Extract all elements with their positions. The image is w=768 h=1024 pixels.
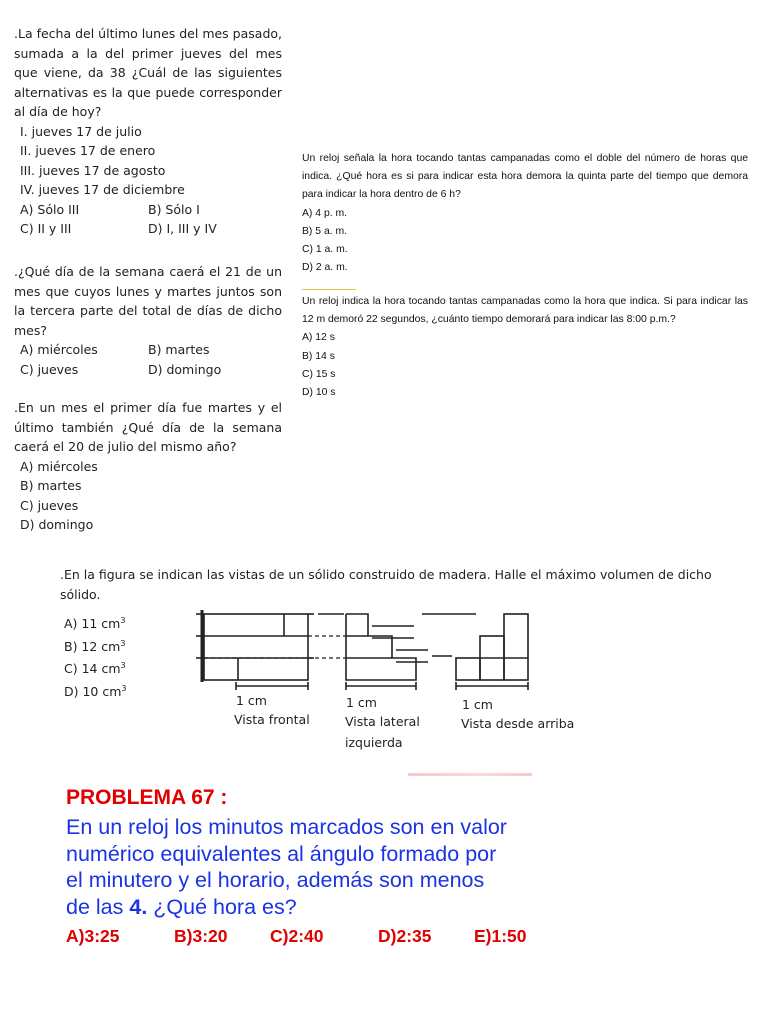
problem-67-line: En un reloj los minutos marcados son en valor <box>66 815 507 839</box>
problem-67-line: numérico equivalentes al ángulo formado por <box>66 841 497 866</box>
left-view-caption-2: izquierda <box>345 735 403 750</box>
option-b: B) martes <box>148 342 210 357</box>
option-a <box>64 611 127 634</box>
question-1-item: II. jueves 17 de enero <box>20 143 156 158</box>
question-1-item: IV. jueves 17 de diciembre <box>20 182 185 197</box>
option-a: A) Sólo III <box>20 201 80 217</box>
answer-b: B)3:20 <box>174 926 228 946</box>
problem-67-line-part: de las <box>66 894 130 919</box>
question-6-options <box>64 611 127 702</box>
option-c: C) 15 s <box>302 368 336 380</box>
question-1-item: I. jueves 17 de julio <box>20 123 142 139</box>
option-a: A) 4 p. m. <box>302 207 348 219</box>
option-d: D) 10 s <box>302 387 336 399</box>
question-3-text: .En un mes el primer día fue martes y el último también ¿Qué día de la semana caerá el 20 de julio del mismo año? <box>14 400 282 454</box>
left-view-drawing <box>318 614 476 690</box>
option-d: D) domingo <box>20 517 94 532</box>
top-view-drawing <box>432 614 528 690</box>
problem-67-text <box>66 814 566 920</box>
answer-c: C)2:40 <box>270 926 324 946</box>
answer-e: E)1:50 <box>474 926 527 946</box>
answer-d: D)2:35 <box>378 926 432 946</box>
option-c-exp: 3 <box>120 661 126 671</box>
front-view-drawing <box>196 610 314 690</box>
option-a-label: A) 11 cm <box>64 616 121 632</box>
question-2-options-row <box>14 360 282 380</box>
question-2 <box>14 262 282 379</box>
question-5-text: Un reloj indica la hora tocando tantas campanadas como la hora que indica. Si para indicar las 12 m demoró 22 segundos, ¿cuánto tiempo demorará para indicar las 8:00 p.m.? <box>302 296 748 326</box>
question-4 <box>302 150 748 277</box>
question-1-options-row <box>14 219 282 239</box>
separator-line <box>302 289 356 290</box>
option-a: A) miércoles <box>20 458 98 474</box>
option-d-exp: 3 <box>121 683 127 693</box>
option-d <box>64 679 127 702</box>
option-b-label: B) 12 cm <box>64 638 121 654</box>
top-scale-label: 1 cm <box>462 697 493 712</box>
question-1 <box>14 24 282 239</box>
problem-67-answers <box>66 926 527 947</box>
option-c: C) II y III <box>20 221 72 236</box>
option-c: C) 1 a. m. <box>302 244 348 256</box>
option-b <box>64 634 127 657</box>
option-b: B) 14 s <box>302 350 335 362</box>
option-b: B) Sólo I <box>148 201 200 217</box>
question-6-text: .En la figura se indican las vistas de un sólido construido de madera. Halle el máximo volumen de dicho sólido. <box>60 567 712 602</box>
problem-67-line <box>66 894 566 921</box>
problem-67-line: el minutero y el horario, además son menos <box>66 868 485 892</box>
problem-67-bold-number: 4. <box>129 894 148 919</box>
left-view-caption: Vista lateral <box>345 714 420 729</box>
left-scale-label: 1 cm <box>346 695 377 710</box>
question-1-text: .La fecha del último lunes del mes pasado, sumada a la del primer jueves del mes que viene, da 38 ¿Cuál de las siguientes alternativas es la que puede corresponder al día de hoy? <box>14 26 282 119</box>
option-b: B) 5 a. m. <box>302 225 348 237</box>
question-2-text: .¿Qué día de la semana caerá el 21 de un mes que cuyos lunes y martes juntos son la tercera parte del total de días de dicho mes? <box>14 264 282 338</box>
front-scale-label: 1 cm <box>236 693 267 708</box>
option-d: D) domingo <box>148 361 222 377</box>
question-3 <box>14 398 282 535</box>
answer-a: A)3:25 <box>66 926 120 946</box>
front-view-caption: Vista frontal <box>234 712 310 727</box>
problem-67-line-part: ¿Qué hora es? <box>147 894 297 919</box>
option-c <box>64 656 127 679</box>
question-5 <box>302 293 748 402</box>
faded-red-mark <box>408 773 532 776</box>
question-2-options-row <box>14 340 282 360</box>
option-c-label: C) 14 cm <box>64 661 121 677</box>
question-1-options-row <box>14 200 282 220</box>
option-c: C) jueves <box>20 361 79 377</box>
option-d-label: D) 10 cm <box>64 684 122 700</box>
top-view-caption: Vista desde arriba <box>461 716 575 731</box>
question-4-text: Un reloj señala la hora tocando tantas campanadas como el doble del número de horas que indica. ¿Qué hora es si para indicar esta hora demora la quinta parte del tiempo que demora para indicar la hora dentro de 6 h? <box>302 153 748 201</box>
option-a-exp: 3 <box>120 616 126 625</box>
option-c: C) jueves <box>20 497 79 513</box>
option-b-exp: 3 <box>120 638 126 648</box>
option-d: D) 2 a. m. <box>302 262 348 274</box>
option-b: B) martes <box>20 478 82 493</box>
option-a: A) miércoles <box>20 342 98 357</box>
problem-67-title: PROBLEMA 67 : <box>66 786 228 809</box>
option-d: D) I, III y IV <box>148 221 217 236</box>
option-a: A) 12 s <box>302 332 335 344</box>
solid-views-figure <box>196 606 536 692</box>
question-1-item: III. jueves 17 de agosto <box>20 162 166 178</box>
